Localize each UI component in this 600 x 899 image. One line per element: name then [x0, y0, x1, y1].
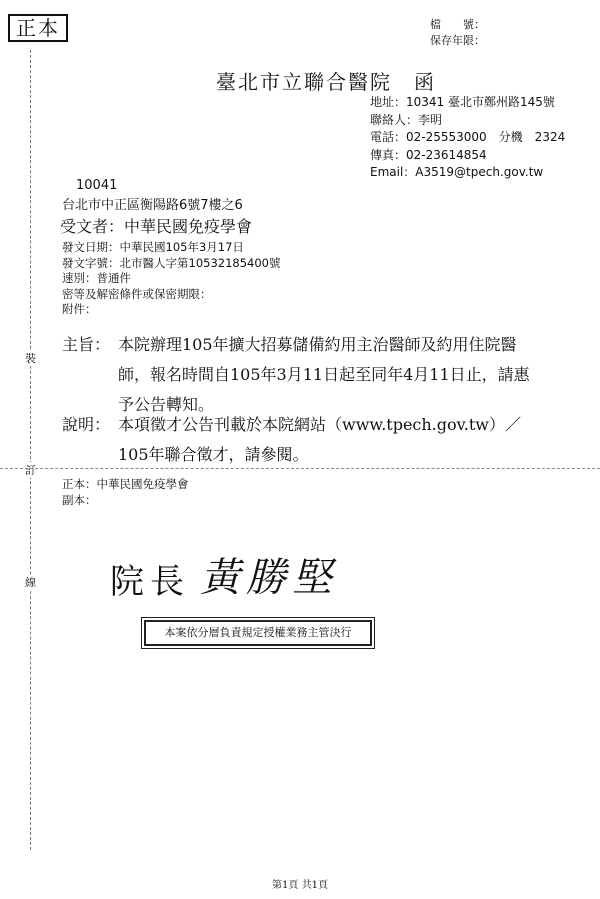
binding-char-zhuang: 裝 [25, 352, 36, 365]
attachment: 附件： [62, 302, 97, 316]
sender-contact: 聯絡人：李明 [370, 112, 443, 127]
subject-line-3: 予公告轉知。 [118, 395, 215, 414]
distribution-copy: 副本： [62, 493, 97, 507]
retention-label: 保存年限： [430, 34, 485, 47]
secrecy-level: 密等及解密條件或保密期限： [62, 286, 212, 301]
meta-block [62, 240, 280, 318]
decision-stamp: 本案依分層負責規定授權業務主管決行 [144, 620, 372, 646]
sender-phone: 電話：02-25553000 分機 2324 [370, 130, 566, 144]
binding-line [30, 50, 31, 850]
delivery-speed: 速別：普通件 [62, 271, 131, 285]
explanation-text [118, 410, 521, 470]
explanation-line-2: 105年聯合徵才，請參閱。 [118, 445, 309, 464]
subject-label: 主旨： [62, 335, 111, 354]
copy-stamp: 正本 [8, 14, 68, 42]
page-number: 第1頁 共1頁 [272, 880, 328, 891]
sender-block [370, 94, 565, 182]
signature-handwritten: 黃勝堅 [200, 555, 338, 601]
sender-email: Email：A3519@tpech.gov.tw [370, 165, 544, 179]
sender-fax: 傳真：02-23614854 [370, 147, 487, 162]
recipient-address: 台北市中正區衡陽路6號7樓之6 [62, 198, 243, 213]
binding-char-ding: 訂 [25, 464, 36, 477]
subject-line-1: 本院辦理105年擴大招募儲備約用主治醫師及約用住院醫 [118, 335, 517, 354]
distribution-block [62, 476, 189, 508]
recipient-to: 受文者：中華民國免疫學會 [60, 217, 253, 236]
subject-text [118, 330, 530, 420]
sender-address: 地址：10341 臺北市鄭州路145號 [370, 95, 555, 109]
explanation-line-1: 本項徵才公告刊載於本院網站（www.tpech.gov.tw）／ [118, 415, 521, 434]
file-no-label: 檔 號： [430, 18, 485, 31]
explanation-label: 說明： [62, 415, 111, 434]
distribution-original: 正本：中華民國免疫學會 [62, 477, 189, 491]
subject-line-2: 師，報名時間自105年3月11日起至同年4月11日止，請惠 [118, 365, 530, 384]
reference-number: 發文字號：北市醫人字第10532185400號 [62, 255, 281, 270]
binding-char-xian: 線 [25, 576, 36, 589]
recipient-postal-code: 10041 [76, 178, 118, 193]
issue-date: 發文日期：中華民國105年3月17日 [62, 240, 244, 254]
signature-title: 院長 [110, 562, 190, 602]
document-title: 臺北市立聯合醫院 函 [216, 70, 436, 94]
